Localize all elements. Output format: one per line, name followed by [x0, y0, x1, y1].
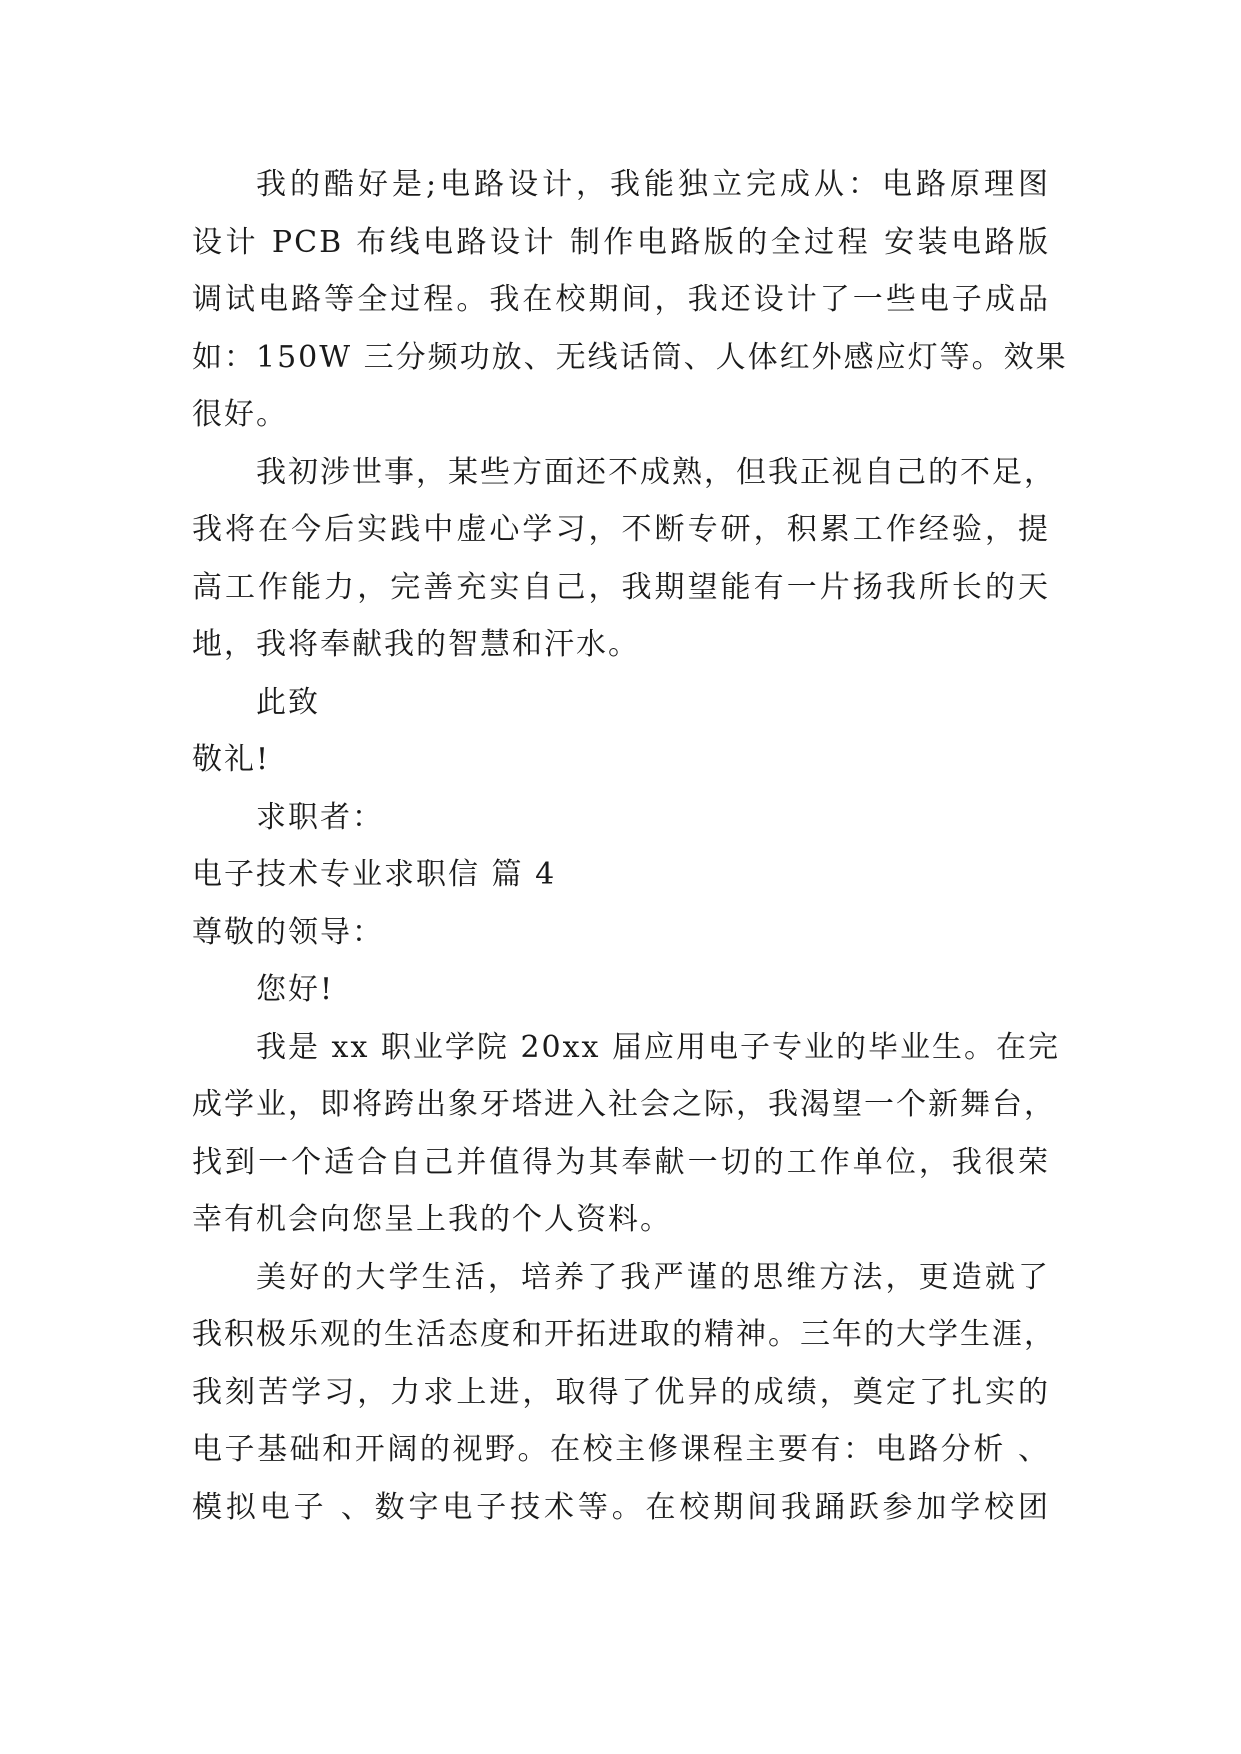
text-line: 我将在今后实践中虚心学习，不断专研，积累工作经验，提 [192, 512, 1050, 547]
text-line: 调试电路等全过程。我在校期间，我还设计了一些电子成品 [192, 282, 1050, 317]
text-line: 幸有机会向您呈上我的个人资料。 [192, 1202, 672, 1237]
closing-ci-zhi: 此致 [256, 685, 320, 720]
greeting: 您好! [256, 972, 335, 1007]
section-title: 电子技术专业求职信 篇 4 [192, 857, 557, 892]
text-line: 如：150W 三分频功放、无线话筒、人体红外感应灯等。效果 [192, 340, 1068, 375]
text-line: 电子基础和开阔的视野。在校主修课程主要有：电路分析 、 [192, 1432, 1050, 1467]
text-line: 我的酷好是;电路设计，我能独立完成从：电路原理图 [256, 167, 1050, 202]
text-line: 设计 PCB 布线电路设计 制作电路版的全过程 安装电路版 [192, 225, 1050, 260]
text-line: 找到一个适合自己并值得为其奉献一切的工作单位，我很荣 [192, 1145, 1050, 1180]
salutation: 尊敬的领导： [192, 915, 384, 950]
text-line: 很好。 [192, 397, 288, 432]
text-line: 我刻苦学习，力求上进，取得了优异的成绩，奠定了扎实的 [192, 1375, 1050, 1410]
applicant-label: 求职者： [256, 800, 384, 835]
text-line: 我是 xx 职业学院 20xx 届应用电子专业的毕业生。在完 [256, 1030, 1060, 1065]
text-line: 我初涉世事，某些方面还不成熟，但我正视自己的不足， [256, 455, 1056, 490]
closing-jing-li: 敬礼! [192, 742, 271, 777]
text-line: 我积极乐观的生活态度和开拓进取的精神。三年的大学生涯， [192, 1317, 1056, 1352]
text-line: 成学业，即将跨出象牙塔进入社会之际，我渴望一个新舞台， [192, 1087, 1056, 1122]
text-line: 模拟电子 、数字电子技术等。在校期间我踊跃参加学校团 [192, 1490, 1050, 1525]
text-line: 高工作能力，完善充实自己，我期望能有一片扬我所长的天 [192, 570, 1050, 605]
text-line: 地，我将奉献我的智慧和汗水。 [192, 627, 640, 662]
text-line: 美好的大学生活，培养了我严谨的思维方法，更造就了 [256, 1260, 1050, 1295]
